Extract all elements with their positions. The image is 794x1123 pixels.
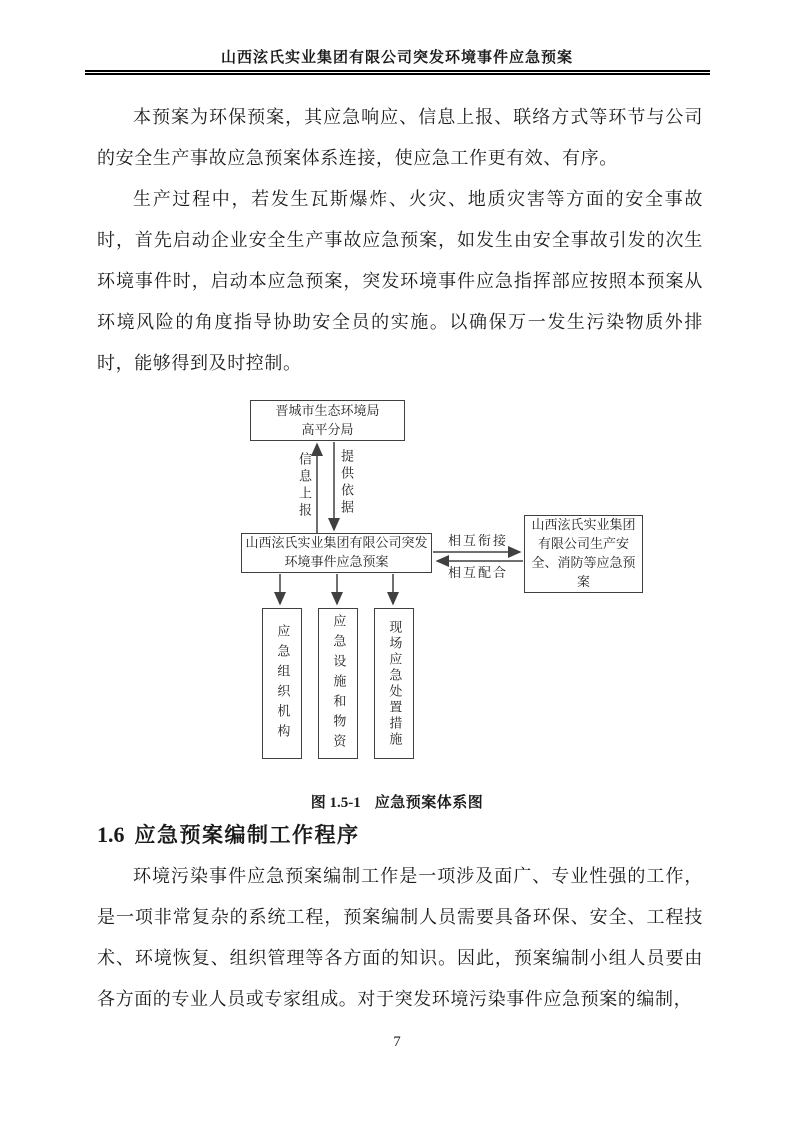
page-number: 7 xyxy=(393,1034,401,1050)
node-emergency-organization: 应急组织机构 xyxy=(262,608,302,759)
node-environment-bureau xyxy=(250,400,405,441)
emergency-plan-system-diagram xyxy=(0,395,794,775)
figure-caption xyxy=(0,791,794,812)
node-emergency-facilities-supplies: 应急设施和物资 xyxy=(318,608,358,759)
figure-caption-title: 应急预案体系图 xyxy=(374,795,484,811)
paragraph-3: 环境污染事件应急预案编制工作是一项涉及面广、专业性强的工作，是一项非常复杂的系统工程，预案编制人员需要具备环保、安全、工程技术、环境恢复、组织管理等各方面的知识。因此，预案编制小组人员要由各方面的专业人员或专家组成。对于突发环境污染事件应急预案的编制， xyxy=(97,866,703,1009)
edge-label-mutual-link: 相互衔接 xyxy=(447,533,508,548)
edge-label-information-report: 信息上报 xyxy=(297,452,312,520)
node-company-environment-plan: 山西泫氏实业集团有限公司突发环境事件应急预案 xyxy=(241,533,432,573)
body-text-bottom xyxy=(97,856,703,1020)
edge-label-mutual-cooperate: 相互配合 xyxy=(447,565,508,580)
body-text-top xyxy=(97,97,703,384)
paragraph-1: 本预案为环保预案，其应急响应、信息上报、联络方式等环节与公司的安全生产事故应急预案体系连接，使应急工作更有效、有序。 xyxy=(97,107,703,168)
edge-label-provide-basis: 提供依据 xyxy=(339,449,354,517)
node-safety-fire-plans: 山西泫氏实业集团有限公司生产安全、消防等应急预案 xyxy=(524,515,643,593)
paragraph-2: 生产过程中，若发生瓦斯爆炸、火灾、地质灾害等方面的安全事故时，首先启动企业安全生产事故应急预案，如发生由安全事故引发的次生环境事件时，启动本应急预案，突发环境事件应急指挥部应按照本预案从环境风险的角度指导协助安全员的实施。以确保万一发生污染物质外排时，能够得到及时控制。 xyxy=(97,189,703,373)
section-number: 1.6 xyxy=(97,822,125,847)
header-double-rule xyxy=(85,70,710,75)
header-title: 山西泫氏实业集团有限公司突发环境事件应急预案 xyxy=(220,50,573,66)
node-onsite-response-measures: 现场应急处置措施 xyxy=(374,608,414,759)
section-heading-1-6 xyxy=(97,819,360,849)
node-environment-bureau-label: 晋城市生态环境局 高平分局 xyxy=(275,402,380,437)
section-title: 应急预案编制工作程序 xyxy=(134,824,360,847)
figure-caption-number: 图 1.5-1 xyxy=(310,795,361,811)
